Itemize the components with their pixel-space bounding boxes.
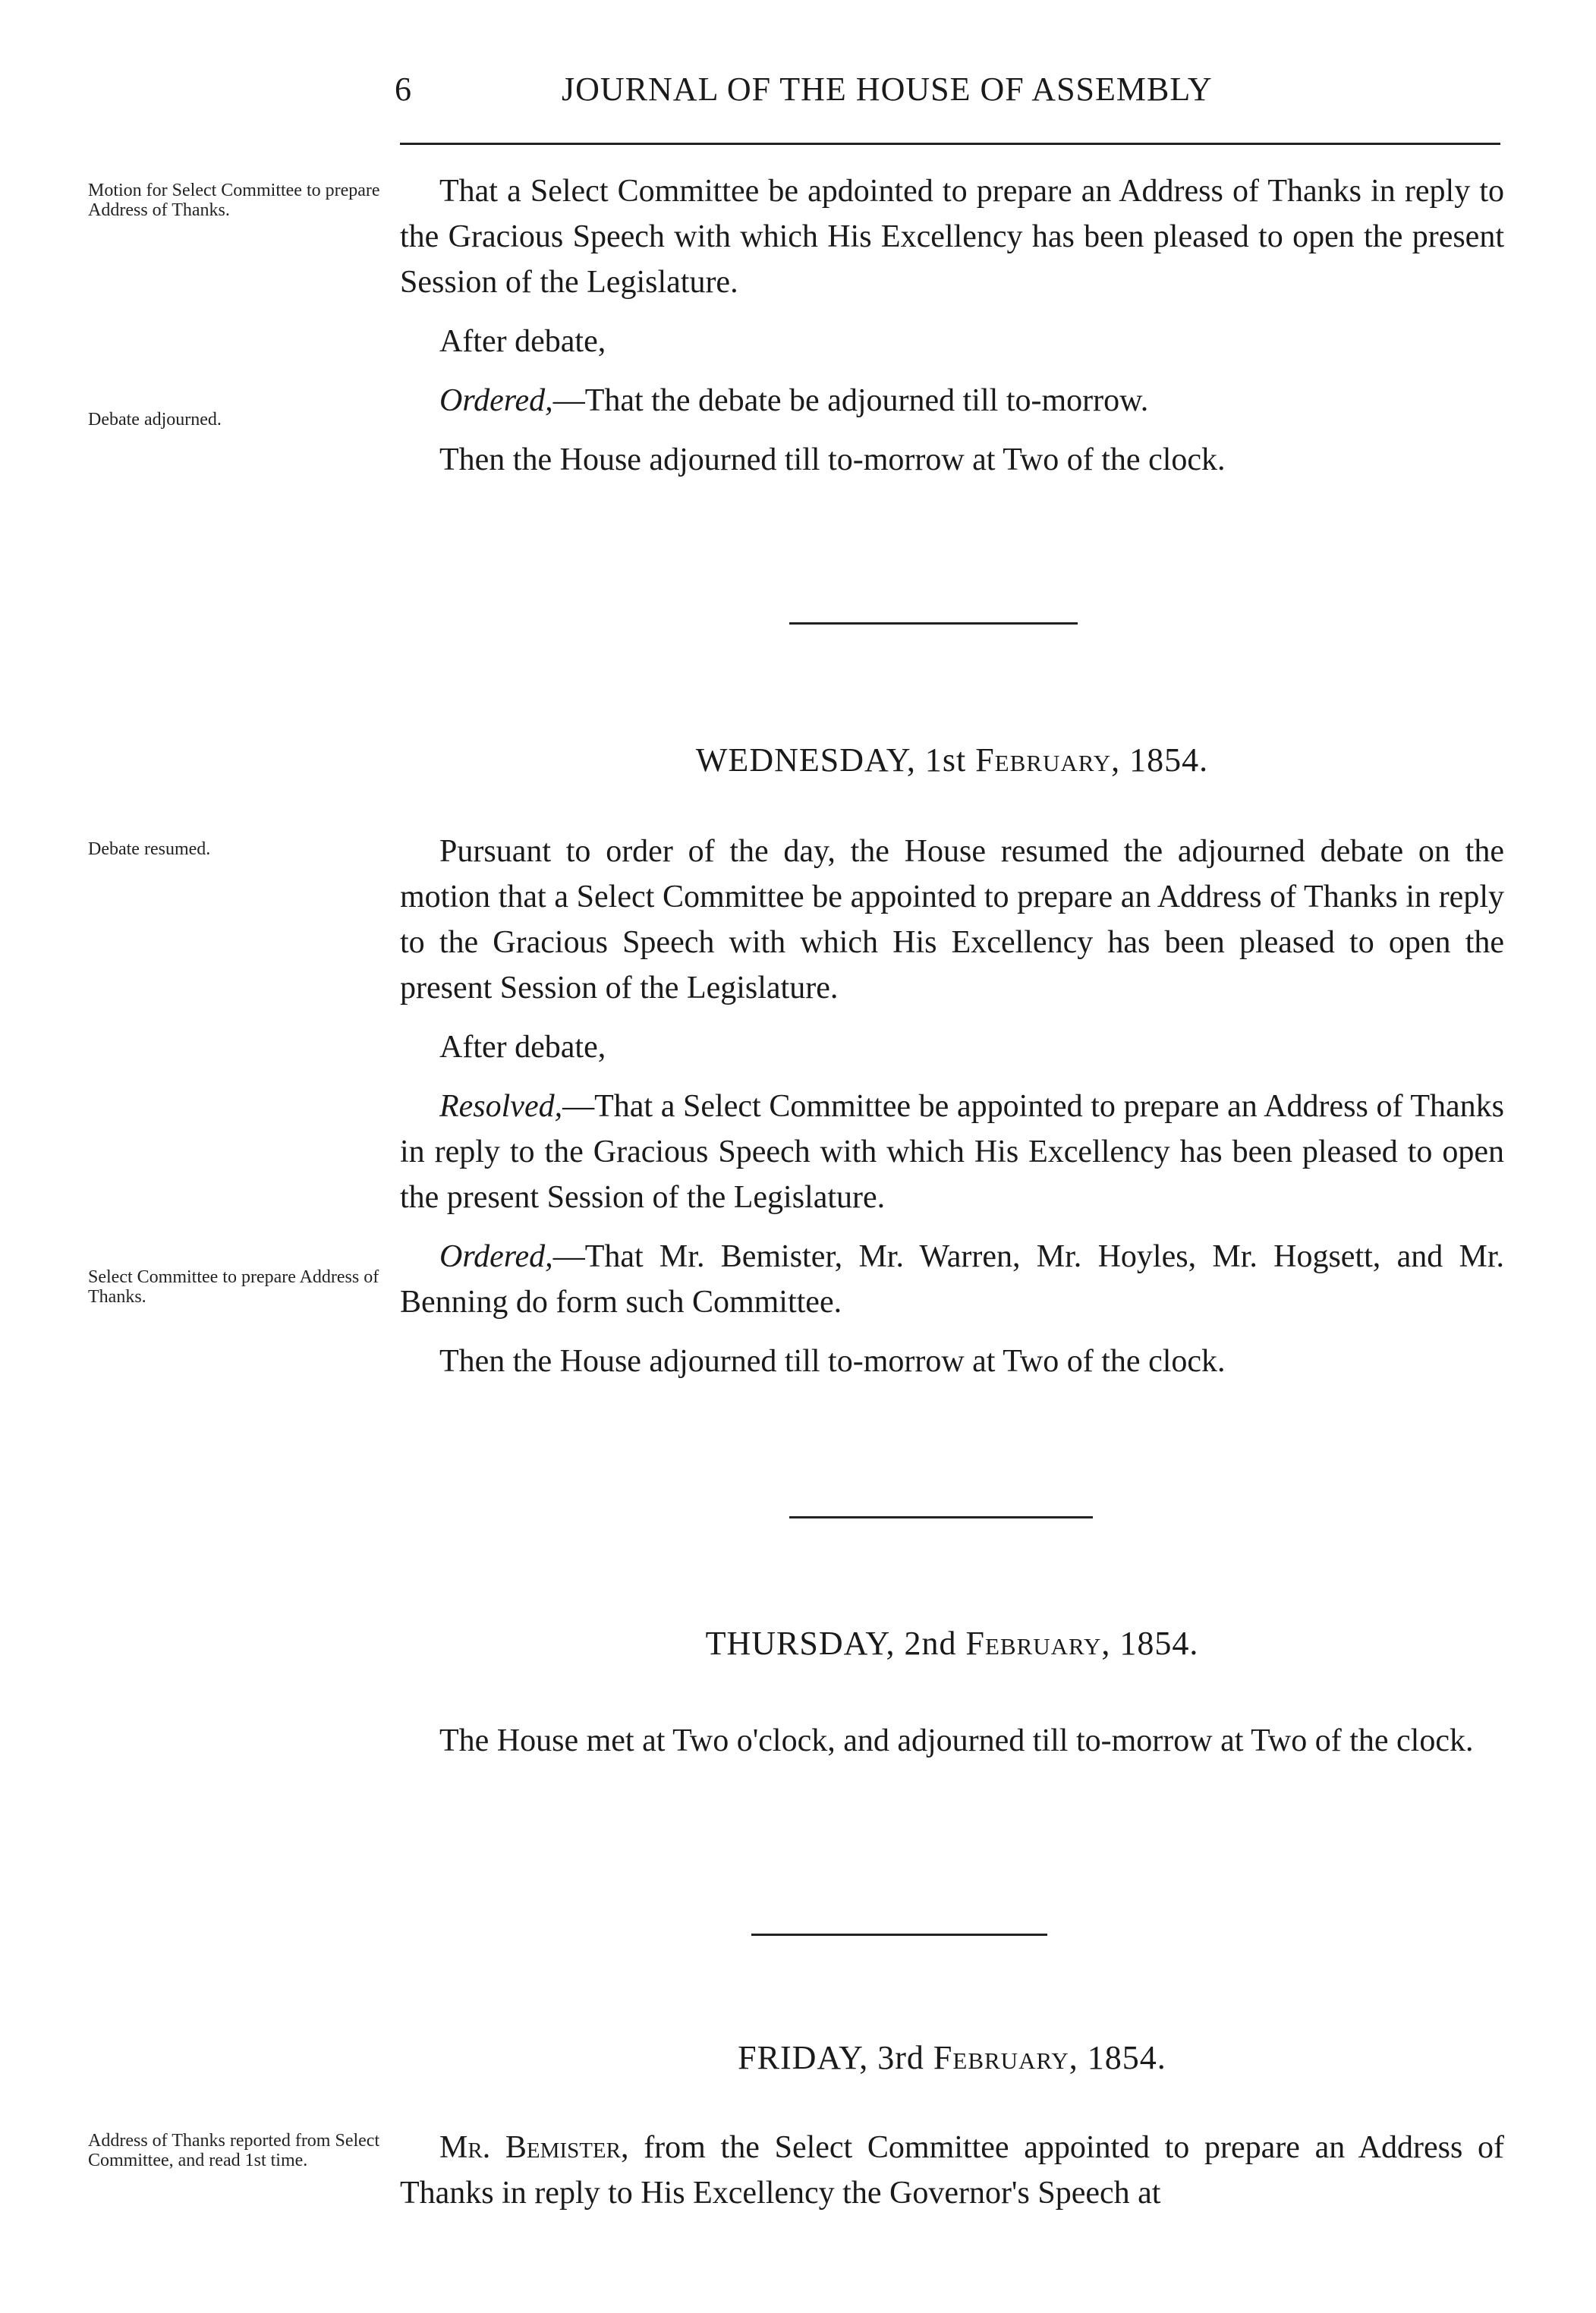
friday-speaker: Mr. Bemister [439, 2130, 621, 2165]
thursday-paragraph: The House met at Two o'clock, and adjourned till to-morrow at Two of the clock. [439, 1723, 1474, 1758]
ordered-label-2: Ordered, [439, 1239, 553, 1274]
adjourn-paragraph-1: Then the House adjourned till to-morrow at Two of the clock. [439, 442, 1226, 477]
thursday-day: THURSDAY, 2nd [705, 1625, 957, 1662]
friday-day: FRIDAY, 3rd [738, 2039, 924, 2076]
friday-body [400, 2125, 1504, 2230]
margin-note-motion: Motion for Select Committee to prepare Address of Thanks. [88, 181, 380, 220]
resolved-text: —That a Select Committee be appointed to prepare an Address of Thanks in reply to the Gracious Speech with which His Excellency has been pleased to open the present Session of the Legislature. [400, 1089, 1504, 1215]
day-heading-wednesday [400, 741, 1504, 779]
pursuant-paragraph: Pursuant to order of the day, the House resumed the adjourned debate on the motion that a Select Committee be appointed to prepare an Address of Thanks in reply to the Gracious Speech with which His Excellency has been pleased to open the present Session of the Legislature. [400, 834, 1504, 1005]
ordered-text-2: —That Mr. Bemister, Mr. Warren, Mr. Hoyles, Mr. Hogsett, and Mr. Benning do form such Committee. [400, 1239, 1504, 1320]
friday-text: , from the Select Committee appointed to prepare an Address of Thanks in reply to His Excellency the Governor's Speech at [400, 2130, 1504, 2211]
header-rule [400, 143, 1500, 145]
friday-month-year: February, 1854. [933, 2039, 1166, 2076]
ordered-text-1: —That the debate be adjourned till to-morrow. [552, 383, 1149, 418]
ordered-paragraph-1 [400, 378, 1504, 423]
margin-note-committee: Select Committee to prepare Address of Thanks. [88, 1267, 379, 1307]
day-heading-thursday [400, 1624, 1504, 1663]
margin-note-reported: Address of Thanks reported from Select Committee, and read 1st time. [88, 2131, 380, 2170]
page-number: 6 [395, 71, 412, 108]
section-separator-2 [789, 1516, 1093, 1518]
thursday-body [400, 1718, 1504, 1777]
ordered-label-1: Ordered, [439, 383, 553, 418]
after-debate-1: After debate, [439, 324, 606, 359]
thursday-month-year: February, 1854. [965, 1625, 1199, 1662]
margin-note-adjourned: Debate adjourned. [88, 410, 222, 430]
section-separator-1 [789, 622, 1078, 625]
wednesday-body [400, 829, 1504, 1398]
motion-paragraph: That a Select Committee be apdointed to prepare an Address of Thanks in reply to the Gracious Speech with which His Excellency has been pleased to open the present Session of the Legislature. [400, 174, 1504, 300]
ordered-paragraph-2 [400, 1234, 1504, 1325]
resolved-paragraph [400, 1084, 1504, 1220]
wednesday-day: WEDNESDAY, 1st [695, 741, 967, 779]
adjourn-paragraph-2: Then the House adjourned till to-morrow at Two of the clock. [439, 1344, 1226, 1379]
section1-body [400, 168, 1504, 496]
journal-title: JOURNAL OF THE HOUSE OF ASSEMBLY [562, 71, 1213, 108]
wednesday-month-year: February, 1854. [975, 741, 1209, 779]
friday-paragraph [400, 2125, 1504, 2216]
section-separator-3 [751, 1934, 1047, 1936]
after-debate-2: After debate, [439, 1030, 606, 1065]
margin-note-resumed: Debate resumed. [88, 839, 211, 859]
resolved-label: Resolved, [439, 1089, 563, 1124]
day-heading-friday [400, 2038, 1504, 2077]
